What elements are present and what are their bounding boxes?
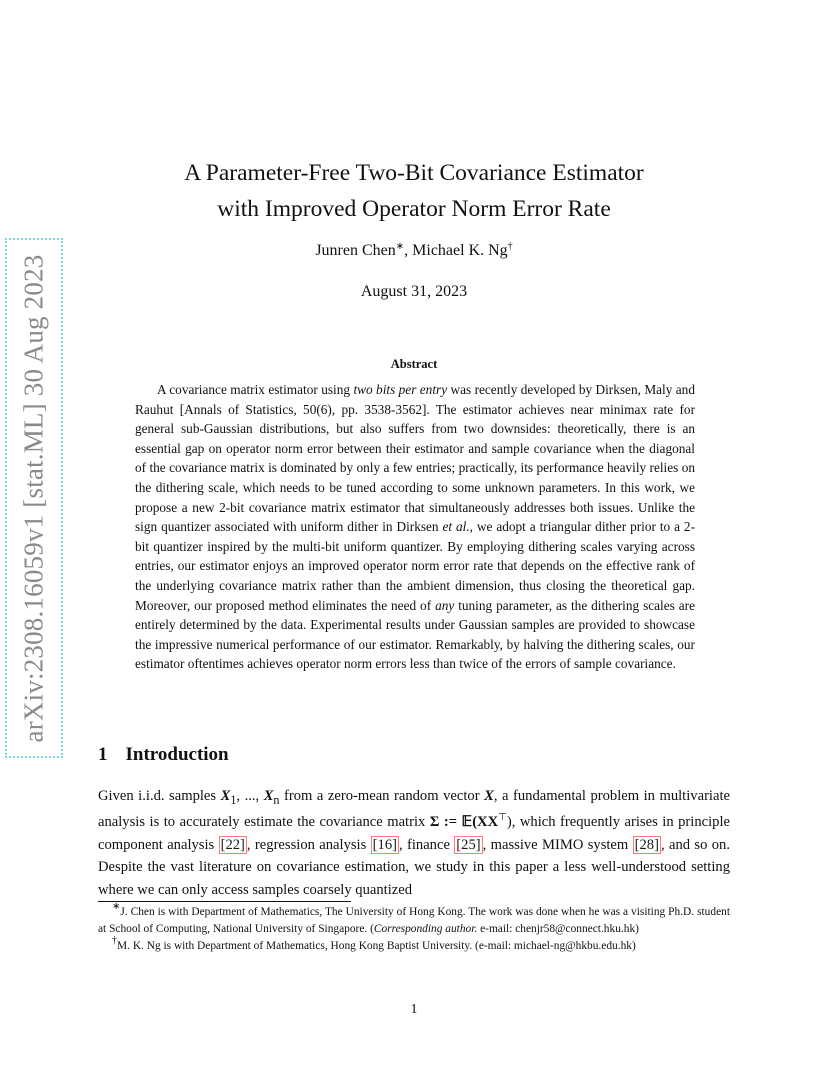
footnote-divider (98, 901, 351, 902)
math-superscript: ⊤ (498, 812, 507, 824)
section-heading-introduction (98, 744, 229, 766)
math-text: , ..., (236, 788, 264, 804)
abstract-emphasis: et al. (442, 519, 470, 535)
abstract-emphasis: two bits per entry (353, 382, 448, 397)
abstract-heading: Abstract (390, 357, 438, 371)
math-text: ) (506, 814, 512, 831)
footnote-1-emphasis: Corresponding author. (373, 923, 478, 936)
citation-link[interactable]: [28] (634, 836, 659, 853)
footnote-1 (98, 901, 730, 938)
section-title: Introduction (125, 744, 229, 765)
footnote-2-text: M. K. Ng is with Department of Mathematics, Hong Kong Baptist University. (e-mail: michael-ng@hkbu.edu.hk) (117, 940, 636, 953)
abstract-emphasis: any (435, 597, 455, 613)
intro-text: , and so on. Despite the vast literature on covariance estimation, we study in this paper a less well-understood setting where we can only access samples coarsely quantized (98, 836, 730, 898)
math-subscript: 1 (230, 792, 237, 807)
intro-text: from a zero-mean random vector (279, 788, 485, 804)
intro-text: , which frequently arises in principle component analysis (98, 814, 730, 853)
citation-link[interactable]: [25] (456, 836, 481, 853)
title-line-1: A Parameter-Free Two-Bit Covariance Estimator (184, 160, 644, 186)
citation-link[interactable]: [22] (220, 836, 245, 853)
author-2: Michael K. Ng (412, 242, 508, 259)
paper-date: August 31, 2023 (360, 283, 468, 300)
math-expression: Σ := 𝔼(XX (429, 814, 499, 831)
footnote-1-mark: ∗ (112, 901, 121, 912)
abstract-text: was recently developed by Dirksen, Maly and Rauhut [Annals of Statistics, 50(6), pp. 3538-3562]. The estimator achieves near minimax rate for general sub-Gaussian distributions, but also suffers from two downsides: theoretically, there is an essential gap on operator norm error between their estimator and sample covariance when the diagonal of the covariance matrix is dominated by only a few entries; practically, its performance heavily relies on the dithering scale, which needs to be tuned according to some unknown parameters. In this work, we propose a new 2-bit covariance matrix estimator that simultaneously addresses both issues. Unlike the sign quantizer associated with uniform dither in Dirksen (135, 382, 695, 535)
footnote-2-mark: † (112, 935, 117, 947)
paper-title (0, 155, 828, 227)
intro-text: , finance (398, 836, 455, 853)
abstract-text: tuning parameter, as the dithering scales are entirely determined by the data. Experimental results under Gaussian samples are provided to showcase the impressive numerical performance of our estimator. Remarkably, by halving the dithering scales, our estimator oftentimes achieves operator norm errors less than twice of the errors of sample covariance. (135, 597, 695, 672)
page-number: 1 (410, 1002, 418, 1017)
author-1-footnote-mark[interactable]: ∗ (395, 241, 405, 252)
introduction-paragraph (98, 785, 730, 901)
author-1: Junren Chen (315, 242, 396, 259)
footnote-2 (98, 935, 730, 955)
math-subscript: n (273, 792, 280, 807)
abstract-body (135, 380, 695, 674)
footnote-1-text: J. Chen is with Department of Mathematics, The University of Hong Kong. The work was done when he was a visiting Ph.D. student at School of Computing, National University of Singapore. ( (98, 906, 730, 936)
abstract-text: A covariance matrix estimator using (157, 382, 354, 397)
footnotes (98, 901, 730, 956)
math-symbol: X (484, 788, 494, 804)
abstract-text: , we adopt a triangular dither prior to a 2-bit quantizer inspired by the multi-bit uniform quantizer. By employing dithering scales varying across entries, our estimator enjoys an improved operator norm error rate that depends on the effective rank of the underlying covariance matrix rather than the ambient dimension, thus closing the theoretical gap. Moreover, our proposed method eliminates the need of (135, 519, 695, 613)
section-number: 1 (98, 744, 108, 765)
footnote-1-email: e-mail: chenjr58@connect.hku.hk) (477, 923, 639, 936)
intro-text: Given i.i.d. samples (98, 788, 221, 804)
citation-link[interactable]: [16] (372, 836, 397, 853)
intro-text: , regression analysis (246, 836, 371, 853)
authors (0, 242, 828, 260)
arxiv-identifier-stamp[interactable] (5, 238, 63, 758)
intro-text: , a fundamental problem in multivariate analysis is to accurately estimate the covariance matrix (98, 788, 730, 831)
title-line-2: with Improved Operator Norm Error Rate (217, 196, 611, 222)
math-symbol: X (220, 788, 231, 804)
arxiv-identifier-text: arXiv:2308.16059v1 [stat.ML] 30 Aug 2023 (18, 254, 49, 742)
intro-text: , massive MIMO system (482, 836, 633, 853)
author-2-footnote-mark[interactable]: † (507, 241, 513, 252)
author-separator: , (404, 242, 413, 259)
math-symbol: X (263, 788, 274, 804)
